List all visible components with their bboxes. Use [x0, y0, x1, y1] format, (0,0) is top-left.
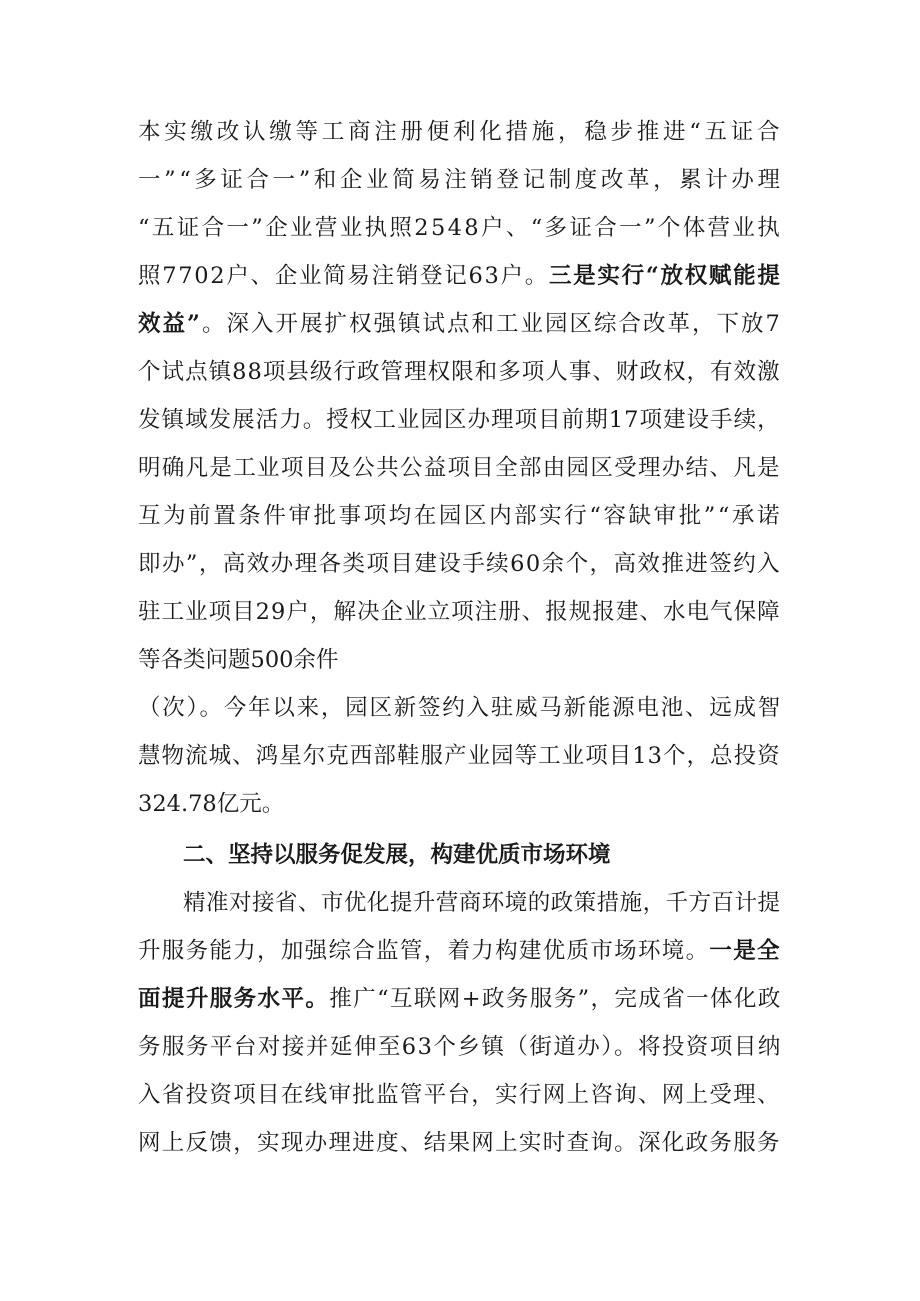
text-line: [138, 1080, 781, 1110]
text-run: 324.78亿元。: [138, 791, 285, 817]
text-line: [138, 309, 782, 339]
text-run: 互为前置条件审批事项均在园区内部实行“容缺审批”“承诺: [138, 503, 783, 529]
text-line: [138, 501, 782, 531]
text-run: 慧物流城、鸿星尔克西部鞋服产业园等工业项目13个，总投资: [138, 743, 781, 769]
text-run: （次）。今年以来，园区新签约入驻威马新能源电池、远成智: [138, 695, 783, 721]
text-line: [138, 741, 781, 771]
text-line: [138, 165, 784, 195]
text-line: [138, 261, 782, 291]
section-heading: [183, 840, 611, 870]
text-run: 等各类问题500余件: [138, 647, 339, 673]
text-run: 驻工业项目29户，解决企业立项注册、报规报建、水电气保障: [138, 599, 781, 625]
text-line: [138, 693, 782, 723]
text-line: [138, 645, 338, 675]
bold-run: 面提升服务水平。: [138, 986, 330, 1012]
bold-run: 一是全: [709, 938, 781, 964]
text-line: [138, 1032, 782, 1062]
text-line: [138, 1128, 781, 1158]
bold-run: 三是实行“放权赋能提: [548, 263, 782, 289]
text-run: 明确凡是工业项目及公共公益项目全部由园区受理办结、凡是: [138, 455, 781, 481]
text-line: [138, 789, 284, 819]
text-run: 个试点镇88项县级行政管理权限和多项人事、财政权，有效激: [138, 359, 781, 385]
text-run: 照7702户、企业简易注销登记63户。: [138, 263, 549, 289]
text-line: [138, 936, 781, 966]
text-run: “五证合一”企业营业执照2548户、“多证合一”个体营业执: [138, 215, 783, 241]
text-run: 一”“多证合一”和企业简易注销登记制度改革，累计办理: [138, 167, 784, 193]
text-line: [138, 549, 781, 579]
text-line: [138, 405, 781, 435]
text-line: [138, 213, 782, 243]
text-line: [183, 888, 780, 918]
text-line: [138, 117, 783, 147]
text-run: 本实缴改认缴等工商注册便利化措施，稳步推进“五证合: [138, 119, 784, 145]
text-run: 推广“互联网+政务服务”，完成省一体化政: [329, 986, 782, 1012]
bold-run: 效益”: [138, 311, 202, 337]
text-run: 入省投资项目在线审批监管平台，实行网上咨询、网上受理、: [138, 1082, 781, 1108]
text-run: 即办”，高效办理各类项目建设手续60余个，高效推进签约入: [138, 551, 782, 577]
text-run: 。深入开展扩权强镇试点和工业园区综合改革，下放7: [201, 311, 782, 337]
text-run: 发镇域发展活力。授权工业园区办理项目前期17项建设手续，: [138, 407, 781, 433]
text-run: 网上反馈，实现办理进度、结果网上实时查询。深化政务服务: [138, 1130, 781, 1156]
text-run: 务服务平台对接并延伸至63个乡镇（街道办）。将投资项目纳: [138, 1034, 782, 1060]
text-line: [138, 984, 782, 1014]
text-line: [138, 357, 781, 387]
text-line: [138, 453, 781, 483]
text-run: 精准对接省、市优化提升营商环境的政策措施，千方百计提: [183, 890, 781, 916]
text-run: 升服务能力，加强综合监管，着力构建优质市场环境。: [138, 938, 710, 964]
text-line: [138, 597, 781, 627]
bold-run: 二、坚持以服务促发展，构建优质市场环境: [183, 842, 611, 868]
